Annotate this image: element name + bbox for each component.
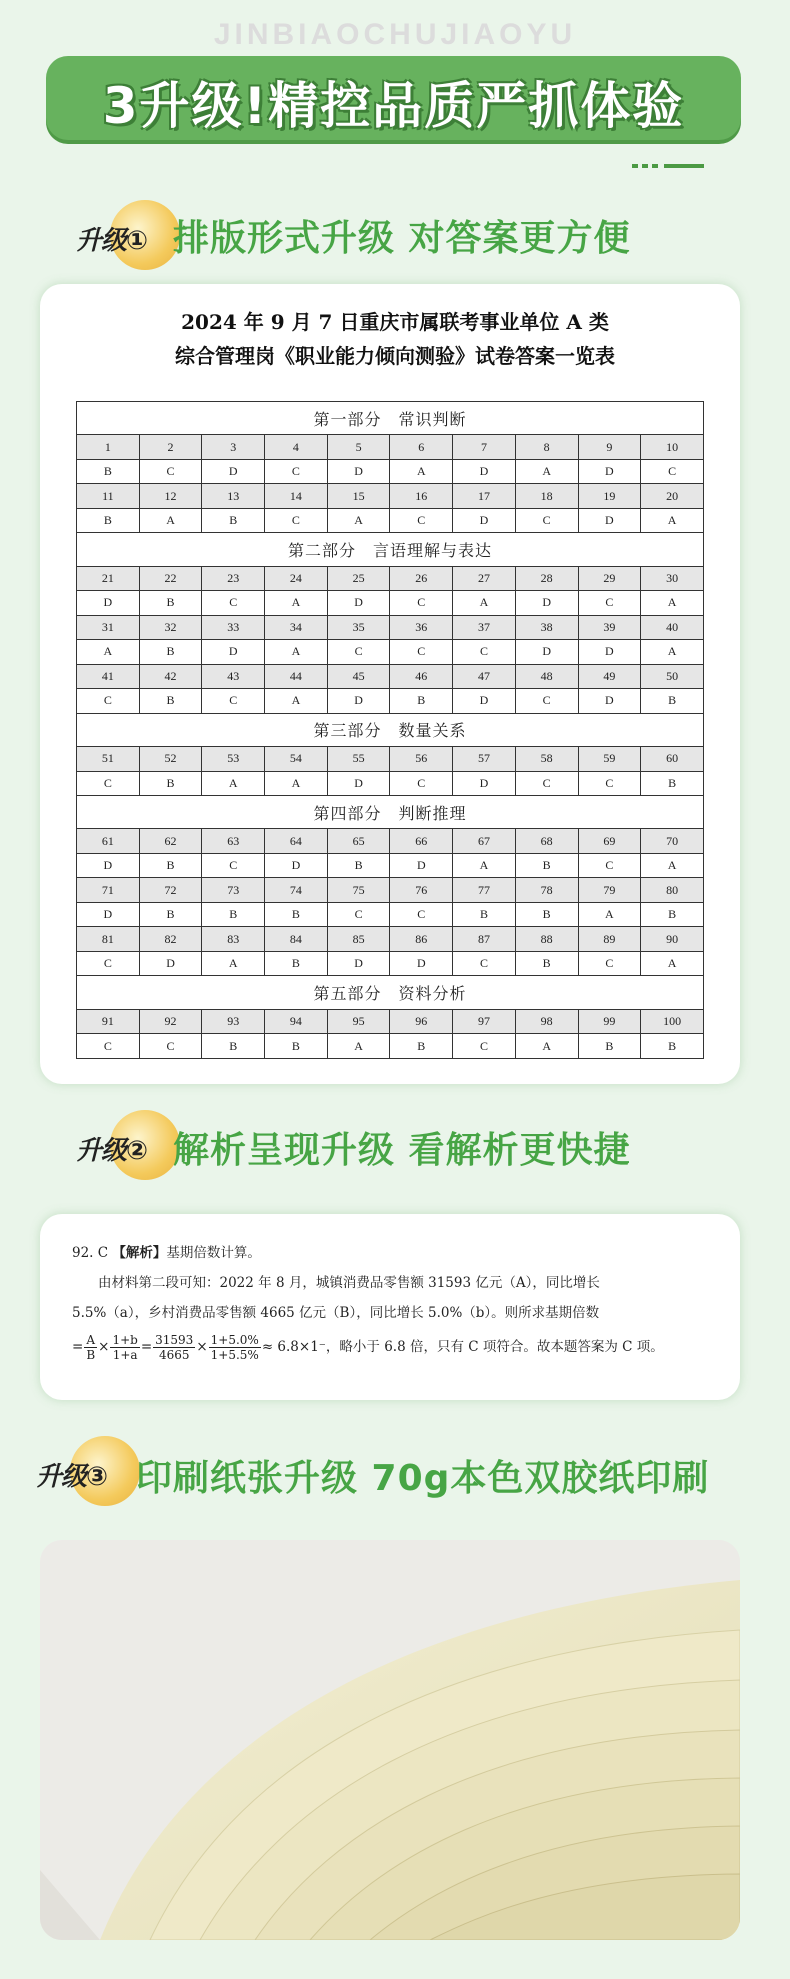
answer-cell: C — [77, 771, 140, 796]
answer-row — [77, 1034, 704, 1059]
section-heading-row — [77, 796, 704, 829]
answer-cell: C — [390, 640, 453, 665]
badge-label: 升级③ — [36, 1462, 108, 1492]
question-number-cell: 56 — [390, 747, 453, 772]
question-number-cell: 86 — [390, 927, 453, 952]
question-number-cell: 8 — [515, 435, 578, 460]
question-number-cell: 46 — [390, 664, 453, 689]
question-number-cell: 52 — [139, 747, 202, 772]
question-number-cell: 97 — [453, 1009, 516, 1034]
question-number-row — [77, 878, 704, 903]
answer-cell: D — [578, 689, 641, 714]
answer-cell: B — [390, 689, 453, 714]
answer-cell: C — [327, 640, 390, 665]
answer-cell: A — [453, 591, 516, 616]
section-title: 排版形式升级 对答案更方便 — [173, 218, 631, 259]
answer-cell: D — [453, 771, 516, 796]
answer-cell: C — [515, 771, 578, 796]
question-number-cell: 79 — [578, 878, 641, 903]
question-number-cell: 76 — [390, 878, 453, 903]
question-number-row — [77, 664, 704, 689]
answer-cell: A — [265, 591, 328, 616]
question-number-cell: 89 — [578, 927, 641, 952]
answer-cell: C — [390, 902, 453, 927]
question-number-cell: 3 — [202, 435, 265, 460]
answer-cell: B — [139, 853, 202, 878]
answer-cell: B — [77, 508, 140, 533]
answer-cell: B — [77, 459, 140, 484]
answer-cell: D — [453, 508, 516, 533]
answer-cell: D — [578, 640, 641, 665]
banner-title: 3升级!精控品质严抓体验 — [102, 77, 685, 135]
question-number-cell: 82 — [139, 927, 202, 952]
explanation-line: 由材料第二段可知：2022 年 8 月，城镇消费品零售额 31593 亿元（A），同比增长 — [98, 1275, 600, 1291]
answer-cell: D — [77, 853, 140, 878]
answer-row — [77, 853, 704, 878]
answer-cell: C — [265, 459, 328, 484]
question-number-cell: 85 — [327, 927, 390, 952]
section-heading: 第二部分 言语理解与表达 — [77, 533, 704, 566]
answer-cell: D — [77, 591, 140, 616]
upgrade-badge — [76, 200, 186, 270]
answer-cell: D — [327, 689, 390, 714]
answer-cell: D — [453, 459, 516, 484]
question-number-cell: 95 — [327, 1009, 390, 1034]
answer-cell: C — [139, 459, 202, 484]
question-number-row — [77, 484, 704, 509]
question-number-cell: 6 — [390, 435, 453, 460]
badge-label: 升级① — [76, 226, 148, 256]
question-number-cell: 37 — [453, 615, 516, 640]
question-number-cell: 75 — [327, 878, 390, 903]
answer-cell: A — [265, 640, 328, 665]
dash-accent — [664, 164, 704, 168]
question-number-cell: 78 — [515, 878, 578, 903]
section-heading-row — [77, 713, 704, 746]
question-number-row — [77, 615, 704, 640]
question-number-cell: 4 — [265, 435, 328, 460]
answer-cell: B — [515, 902, 578, 927]
answer-cell: A — [641, 591, 704, 616]
question-number-cell: 94 — [265, 1009, 328, 1034]
question-number-cell: 42 — [139, 664, 202, 689]
answer-sheet-title: 2024 年 9 月 7 日重庆市属联考事业单位 A 类 — [181, 310, 609, 334]
answer-cell: B — [202, 1034, 265, 1059]
question-number-cell: 58 — [515, 747, 578, 772]
upgrade-badge — [76, 1110, 186, 1180]
question-number-cell: 40 — [641, 615, 704, 640]
answer-cell: D — [390, 853, 453, 878]
answer-row — [77, 591, 704, 616]
question-number-cell: 24 — [265, 566, 328, 591]
answer-cell: B — [265, 951, 328, 976]
question-number-cell: 39 — [578, 615, 641, 640]
question-number-cell: 65 — [327, 829, 390, 854]
question-number-cell: 30 — [641, 566, 704, 591]
question-number-cell: 13 — [202, 484, 265, 509]
answer-cell: A — [327, 508, 390, 533]
answer-cell: D — [515, 640, 578, 665]
answer-cell: A — [139, 508, 202, 533]
answer-cell: A — [641, 508, 704, 533]
answer-cell: A — [265, 689, 328, 714]
answer-cell: B — [265, 902, 328, 927]
question-number-cell: 71 — [77, 878, 140, 903]
answer-cell: C — [390, 591, 453, 616]
question-number-cell: 12 — [139, 484, 202, 509]
question-number-cell: 96 — [390, 1009, 453, 1034]
answer-cell: A — [453, 853, 516, 878]
question-number-cell: 20 — [641, 484, 704, 509]
fraction: $\frac{1+5.0\%}{1+5.5\%}$ — [210, 1333, 259, 1362]
answer-row — [77, 951, 704, 976]
answer-cell: B — [453, 902, 516, 927]
answer-cell: C — [515, 508, 578, 533]
question-number-cell: 11 — [77, 484, 140, 509]
answer-cell: D — [327, 771, 390, 796]
answer-cell: C — [202, 853, 265, 878]
answer-cell: D — [202, 640, 265, 665]
question-number-cell: 31 — [77, 615, 140, 640]
answer-cell: C — [77, 951, 140, 976]
answer-cell: C — [453, 1034, 516, 1059]
watermark: JINBIAOCHUJIAOYU — [213, 18, 577, 51]
answer-cell: B — [641, 689, 704, 714]
dash-accent — [652, 164, 658, 168]
question-number-cell: 9 — [578, 435, 641, 460]
question-number-row — [77, 566, 704, 591]
answer-cell: B — [641, 1034, 704, 1059]
answer-cell: D — [139, 951, 202, 976]
answer-cell: A — [77, 640, 140, 665]
answer-cell: C — [327, 902, 390, 927]
paper-photo — [40, 1540, 740, 1940]
answer-cell: D — [327, 459, 390, 484]
answer-cell: B — [139, 771, 202, 796]
answer-cell: A — [202, 951, 265, 976]
dash-accent — [632, 164, 638, 168]
section-title: 印刷纸张升级 70g本色双胶纸印刷 — [136, 1458, 710, 1499]
question-number-cell: 41 — [77, 664, 140, 689]
answer-cell: D — [327, 591, 390, 616]
question-number-cell: 60 — [641, 747, 704, 772]
explanation-line: 5.5%（a），乡村消费品零售额 4665 亿元（B），同比增长 5.0%（b）。则所求基期倍数 — [72, 1305, 600, 1321]
question-number-cell: 19 — [578, 484, 641, 509]
question-number-cell: 77 — [453, 878, 516, 903]
fraction: $\frac{1+b}{1+a}$ — [112, 1333, 138, 1362]
question-number-cell: 83 — [202, 927, 265, 952]
question-number-cell: 35 — [327, 615, 390, 640]
answer-cell: C — [641, 459, 704, 484]
question-number-cell: 72 — [139, 878, 202, 903]
question-number-cell: 73 — [202, 878, 265, 903]
question-number-cell: 32 — [139, 615, 202, 640]
question-number-cell: 70 — [641, 829, 704, 854]
question-number-cell: 98 — [515, 1009, 578, 1034]
answer-cell: B — [139, 689, 202, 714]
answer-cell: C — [77, 689, 140, 714]
question-number-cell: 87 — [453, 927, 516, 952]
question-number-cell: 92 — [139, 1009, 202, 1034]
section-title: 解析呈现升级 看解析更快捷 — [173, 1130, 631, 1171]
answer-cell: D — [578, 508, 641, 533]
answer-cell: C — [578, 853, 641, 878]
section-heading: 第三部分 数量关系 — [77, 713, 704, 746]
answer-row — [77, 459, 704, 484]
answer-cell: B — [202, 902, 265, 927]
answer-cell: D — [390, 951, 453, 976]
question-number-cell: 25 — [327, 566, 390, 591]
answer-cell: D — [453, 689, 516, 714]
question-number-cell: 34 — [265, 615, 328, 640]
question-number-cell: 43 — [202, 664, 265, 689]
answer-cell: C — [77, 1034, 140, 1059]
answer-cell: C — [390, 508, 453, 533]
answer-cell: C — [202, 591, 265, 616]
question-number-cell: 88 — [515, 927, 578, 952]
question-number-cell: 57 — [453, 747, 516, 772]
question-number: 92. C — [72, 1245, 109, 1261]
question-number-cell: 17 — [453, 484, 516, 509]
question-number-cell: 18 — [515, 484, 578, 509]
section-heading: 第五部分 资料分析 — [77, 976, 704, 1009]
answer-cell: A — [641, 853, 704, 878]
question-number-cell: 22 — [139, 566, 202, 591]
answer-cell: A — [641, 640, 704, 665]
question-number-cell: 99 — [578, 1009, 641, 1034]
question-number-cell: 74 — [265, 878, 328, 903]
answer-table — [76, 401, 704, 1059]
dash-accent — [642, 164, 648, 168]
fraction: $\frac{A}{B}$ — [86, 1333, 96, 1362]
section-heading: 第四部分 判断推理 — [77, 796, 704, 829]
question-number-cell: 10 — [641, 435, 704, 460]
answer-cell: A — [578, 902, 641, 927]
answer-cell: A — [515, 459, 578, 484]
answer-row — [77, 902, 704, 927]
question-number-cell: 5 — [327, 435, 390, 460]
answer-cell: D — [202, 459, 265, 484]
paper-illustration — [40, 1540, 740, 1940]
analysis-tag: 【解析】 — [112, 1245, 167, 1261]
answer-row — [77, 771, 704, 796]
question-number-row — [77, 747, 704, 772]
question-number-row — [77, 1009, 704, 1034]
question-number-cell: 59 — [578, 747, 641, 772]
question-number-cell: 51 — [77, 747, 140, 772]
question-number-row — [77, 829, 704, 854]
answer-cell: D — [578, 459, 641, 484]
question-number-cell: 69 — [578, 829, 641, 854]
answer-cell: A — [327, 1034, 390, 1059]
answer-cell: A — [641, 951, 704, 976]
question-number-cell: 68 — [515, 829, 578, 854]
formula-tail: ≈ 6.8×1⁻，略小于 6.8 倍，只有 C 项符合。故本题答案为 C 项。 — [261, 1339, 664, 1355]
section-heading: 第一部分 常识判断 — [77, 402, 704, 435]
answer-cell: D — [327, 951, 390, 976]
question-number-row — [77, 435, 704, 460]
answer-cell: A — [202, 771, 265, 796]
section-heading-row — [77, 533, 704, 566]
question-number-cell: 38 — [515, 615, 578, 640]
question-number-cell: 16 — [390, 484, 453, 509]
answer-cell: C — [515, 689, 578, 714]
answer-cell: C — [265, 508, 328, 533]
analysis-type: 基期倍数计算。 — [166, 1245, 261, 1261]
answer-cell: C — [390, 771, 453, 796]
badge-label: 升级② — [76, 1136, 148, 1166]
banner — [46, 56, 741, 140]
question-number-cell: 48 — [515, 664, 578, 689]
question-number-cell: 80 — [641, 878, 704, 903]
answer-row — [77, 689, 704, 714]
answer-cell: C — [578, 591, 641, 616]
answer-cell: B — [327, 853, 390, 878]
answer-cell: B — [202, 508, 265, 533]
question-number-cell: 66 — [390, 829, 453, 854]
question-number-cell: 55 — [327, 747, 390, 772]
question-number-cell: 28 — [515, 566, 578, 591]
answer-cell: B — [265, 1034, 328, 1059]
answer-cell: B — [515, 951, 578, 976]
section-heading-row — [77, 402, 704, 435]
answer-cell: A — [390, 459, 453, 484]
question-number-cell: 45 — [327, 664, 390, 689]
question-number-cell: 33 — [202, 615, 265, 640]
question-number-cell: 47 — [453, 664, 516, 689]
question-number-cell: 90 — [641, 927, 704, 952]
question-number-cell: 7 — [453, 435, 516, 460]
answer-row — [77, 640, 704, 665]
question-number-cell: 23 — [202, 566, 265, 591]
question-number-cell: 93 — [202, 1009, 265, 1034]
answer-cell: B — [390, 1034, 453, 1059]
answer-cell: A — [265, 771, 328, 796]
answer-cell: D — [515, 591, 578, 616]
answer-row — [77, 508, 704, 533]
answer-cell: B — [515, 853, 578, 878]
explanation — [72, 1238, 722, 1366]
fraction: $\frac{31593}{4665}$ — [155, 1333, 194, 1362]
question-number-cell: 61 — [77, 829, 140, 854]
answer-cell: B — [641, 771, 704, 796]
answer-cell: B — [641, 902, 704, 927]
answer-cell: C — [202, 689, 265, 714]
answer-cell: B — [578, 1034, 641, 1059]
question-number-cell: 50 — [641, 664, 704, 689]
answer-cell: C — [453, 951, 516, 976]
question-number-cell: 100 — [641, 1009, 704, 1034]
answer-cell: C — [578, 771, 641, 796]
answer-sheet-subtitle: 综合管理岗《职业能力倾向测验》试卷答案一览表 — [175, 344, 615, 368]
answer-cell: C — [139, 1034, 202, 1059]
question-number-cell: 29 — [578, 566, 641, 591]
question-number-cell: 54 — [265, 747, 328, 772]
question-number-cell: 67 — [453, 829, 516, 854]
question-number-cell: 36 — [390, 615, 453, 640]
answer-cell: B — [139, 902, 202, 927]
question-number-cell: 81 — [77, 927, 140, 952]
answer-cell: B — [139, 640, 202, 665]
answer-cell: D — [265, 853, 328, 878]
question-number-cell: 63 — [202, 829, 265, 854]
question-number-cell: 53 — [202, 747, 265, 772]
answer-cell: D — [77, 902, 140, 927]
question-number-cell: 2 — [139, 435, 202, 460]
answer-cell: C — [578, 951, 641, 976]
question-number-cell: 84 — [265, 927, 328, 952]
answer-cell: A — [515, 1034, 578, 1059]
question-number-cell: 91 — [77, 1009, 140, 1034]
question-number-row — [77, 927, 704, 952]
question-number-cell: 26 — [390, 566, 453, 591]
question-number-cell: 15 — [327, 484, 390, 509]
question-number-cell: 21 — [77, 566, 140, 591]
question-number-cell: 44 — [265, 664, 328, 689]
upgrade-badge — [36, 1436, 146, 1506]
question-number-cell: 64 — [265, 829, 328, 854]
question-number-cell: 27 — [453, 566, 516, 591]
question-number-cell: 1 — [77, 435, 140, 460]
section-heading-row — [77, 976, 704, 1009]
question-number-cell: 49 — [578, 664, 641, 689]
answer-cell: B — [139, 591, 202, 616]
question-number-cell: 62 — [139, 829, 202, 854]
explanation-head — [72, 1238, 722, 1268]
answer-cell: C — [453, 640, 516, 665]
question-number-cell: 14 — [265, 484, 328, 509]
formula-line: = $\frac{A}{B}$ × $\frac{1+b}{1+a}$ = $\frac{31593}{4665}$ × $\frac{1+5.0\%}{1+5.5\%}$ ≈ 6.8×1⁻，略小于 6.8 倍，只有 C 项符合。故本题答案为 C 项。 — [72, 1333, 664, 1362]
